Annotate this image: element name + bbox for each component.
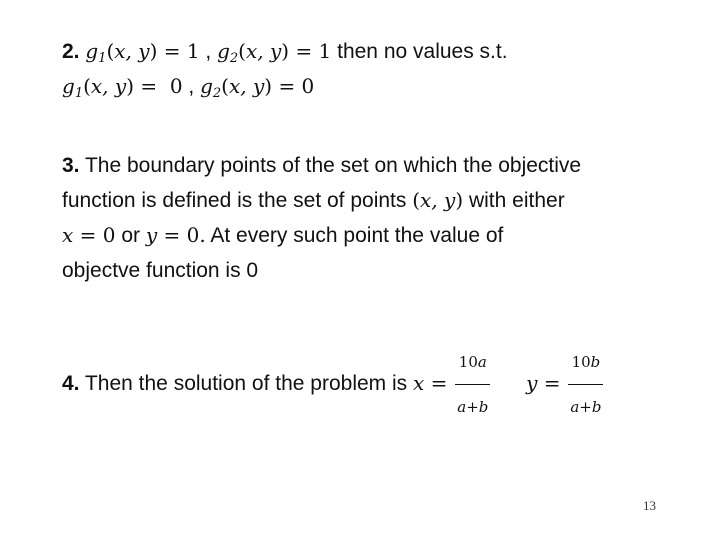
item-3-number: 3.: [62, 154, 80, 177]
page-number: 13: [643, 498, 656, 513]
item-2-line-2: $g_1(x$, y) = 0 , $g_2(x$, y) = 0: [62, 74, 315, 101]
or-text: or: [115, 224, 146, 247]
y-fraction-denominator: a+b: [570, 398, 602, 416]
x-fraction-denominator: a+b: [457, 398, 489, 416]
y-fraction-numerator: 10b: [568, 342, 603, 385]
equation-g1-equals-1: $g_1(x$, y) = 1: [85, 39, 200, 66]
item-3-line-3-tail: At every such point the value of: [205, 224, 504, 247]
item-2-line-1: [62, 39, 508, 66]
separator: ,: [199, 40, 218, 63]
x-fraction-numerator: 10a: [455, 342, 490, 385]
equation-g2-equals-1: $g_2(x$, y) = 1: [217, 39, 332, 66]
item-3-line-4-text: objectve function is 0: [62, 259, 259, 282]
y-solution-fraction: [568, 342, 603, 427]
item-4-text: Then the solution of the problem is: [79, 372, 413, 396]
equation-y-equals-0: y = 0.: [145, 223, 206, 247]
equation-g1-equals-0: $g_1(x$, y) = 0: [62, 74, 183, 101]
item-3-line-2-tail: with either: [463, 189, 565, 212]
item-2-text: then no values s.t.: [331, 40, 508, 63]
item-3-line-1-text: The boundary points of the set on which the objective: [79, 154, 582, 177]
item-4-line: [62, 342, 605, 427]
item-3-line-2: [62, 190, 565, 211]
item-3-line-1: [62, 155, 581, 176]
item-3-line-3: [62, 225, 503, 246]
item-4-number: 4.: [62, 372, 80, 396]
item-2-number: 2.: [62, 40, 80, 63]
equation-g2-equals-0: $g_2(x$, y) = 0: [200, 74, 315, 101]
point-xy: (x, y): [412, 188, 464, 212]
x-solution-fraction: [455, 342, 490, 427]
equation-x-equals-0: x = 0: [62, 223, 116, 247]
x-solution-lhs: x =: [413, 371, 448, 396]
y-solution-lhs: y =: [526, 371, 561, 396]
item-3-line-4: [62, 260, 258, 281]
item-3-line-2-text: function is defined is the set of points: [62, 189, 413, 212]
